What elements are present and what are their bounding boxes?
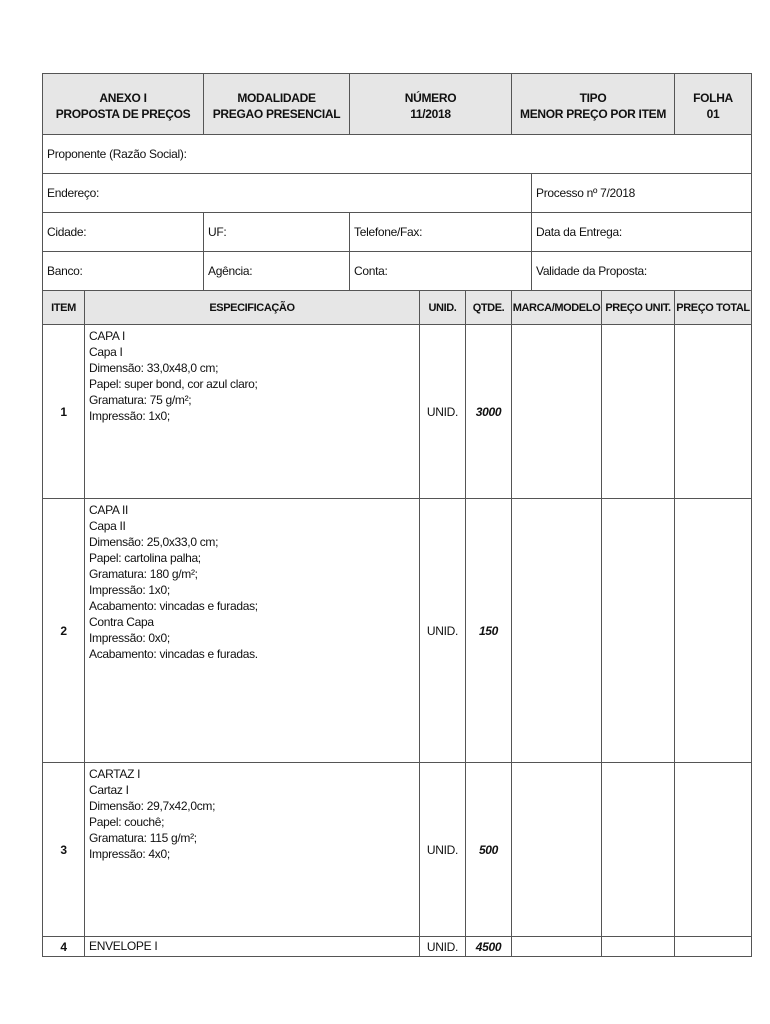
item-preco-unit-cell[interactable] xyxy=(602,499,675,763)
table-row xyxy=(43,937,752,957)
col-preco-total: PREÇO TOTAL xyxy=(675,291,752,325)
endereco-row xyxy=(43,174,752,213)
proposal-table xyxy=(42,73,752,957)
col-marca-modelo: MARCA/MODELO xyxy=(512,291,602,325)
item-number: 3 xyxy=(43,763,85,937)
spec-line: Capa I xyxy=(89,345,123,359)
spec-line: CARTAZ I xyxy=(89,767,141,781)
spec-line: Impressão: 4x0; xyxy=(89,847,170,861)
spec-line: ENVELOPE I xyxy=(89,939,158,953)
col-preco-unit: PREÇO UNIT. xyxy=(602,291,675,325)
spec-line: Gramatura: 115 g/m²; xyxy=(89,831,197,845)
data-entrega-field[interactable]: Data da Entrega: xyxy=(532,213,752,252)
item-quantity: 4500 xyxy=(466,937,512,957)
banco-field[interactable]: Banco: xyxy=(43,252,204,291)
spec-line: Papel: super bond, cor azul claro; xyxy=(89,377,258,391)
spec-line: Acabamento: vincadas e furadas; xyxy=(89,599,258,613)
spec-line: Contra Capa xyxy=(89,615,154,629)
item-specification xyxy=(85,937,420,957)
item-marca-modelo-cell[interactable] xyxy=(512,325,602,499)
spec-line: Impressão: 1x0; xyxy=(89,409,170,423)
header-anexo-cell xyxy=(43,74,204,135)
endereco-field[interactable]: Endereço: xyxy=(43,174,532,213)
column-header-row xyxy=(43,291,752,325)
proposta-label: PROPOSTA DE PREÇOS xyxy=(55,106,191,121)
item-number: 4 xyxy=(43,937,85,957)
cidade-row xyxy=(43,213,752,252)
table-row xyxy=(43,763,752,937)
item-preco-total-cell[interactable] xyxy=(675,937,752,957)
item-preco-total-cell[interactable] xyxy=(675,763,752,937)
col-qtde: QTDE. xyxy=(466,291,512,325)
spec-line: Papel: couchê; xyxy=(89,815,165,829)
item-specification xyxy=(85,763,420,937)
item-marca-modelo-cell[interactable] xyxy=(512,937,602,957)
col-especificacao: ESPECIFICAÇÃO xyxy=(85,291,420,325)
table-row xyxy=(43,499,752,763)
spec-line: Capa II xyxy=(89,519,126,533)
item-marca-modelo-cell[interactable] xyxy=(512,763,602,937)
item-preco-unit-cell[interactable] xyxy=(602,937,675,957)
header-tipo-cell xyxy=(512,74,675,135)
numero-label: NÚMERO xyxy=(404,90,457,105)
proponente-field[interactable]: Proponente (Razão Social): xyxy=(43,135,752,174)
spec-line: Gramatura: 75 g/m²; xyxy=(89,393,192,407)
item-specification xyxy=(85,325,420,499)
item-marca-modelo-cell[interactable] xyxy=(512,499,602,763)
processo-field: Processo nº 7/2018 xyxy=(532,174,752,213)
col-unid: UNID. xyxy=(420,291,466,325)
uf-field[interactable]: UF: xyxy=(204,213,350,252)
item-number: 1 xyxy=(43,325,85,499)
spec-line: Papel: cartolina palha; xyxy=(89,551,201,565)
item-preco-total-cell[interactable] xyxy=(675,499,752,763)
anexo-label: ANEXO I xyxy=(99,90,147,105)
header-modalidade-cell xyxy=(204,74,350,135)
validade-field[interactable]: Validade da Proposta: xyxy=(532,252,752,291)
item-unit: UNID. xyxy=(420,499,466,763)
tipo-value: MENOR PREÇO POR ITEM xyxy=(520,106,667,121)
spec-line: Acabamento: vincadas e furadas. xyxy=(89,647,258,661)
header-row xyxy=(43,74,752,135)
conta-field[interactable]: Conta: xyxy=(350,252,532,291)
item-number: 2 xyxy=(43,499,85,763)
header-folha-cell xyxy=(675,74,752,135)
folha-label: FOLHA xyxy=(693,90,733,105)
tipo-label: TIPO xyxy=(579,90,607,105)
item-preco-unit-cell[interactable] xyxy=(602,325,675,499)
modalidade-value: PREGAO PRESENCIAL xyxy=(212,106,341,121)
proponente-row xyxy=(43,135,752,174)
item-preco-total-cell[interactable] xyxy=(675,325,752,499)
item-quantity: 150 xyxy=(466,499,512,763)
item-unit: UNID. xyxy=(420,325,466,499)
item-unit: UNID. xyxy=(420,937,466,957)
item-quantity: 500 xyxy=(466,763,512,937)
cidade-field[interactable]: Cidade: xyxy=(43,213,204,252)
spec-line: Dimensão: 29,7x42,0cm; xyxy=(89,799,216,813)
spec-line: Gramatura: 180 g/m²; xyxy=(89,567,198,581)
item-specification xyxy=(85,499,420,763)
item-unit: UNID. xyxy=(420,763,466,937)
numero-value: 11/2018 xyxy=(410,106,451,121)
folha-value: 01 xyxy=(706,106,720,121)
banco-row xyxy=(43,252,752,291)
spec-line: Impressão: 1x0; xyxy=(89,583,170,597)
spec-line: Cartaz I xyxy=(89,783,129,797)
telefone-field[interactable]: Telefone/Fax: xyxy=(350,213,532,252)
spec-line: Dimensão: 33,0x48,0 cm; xyxy=(89,361,219,375)
spec-line: CAPA II xyxy=(89,503,129,517)
modalidade-label: MODALIDADE xyxy=(237,90,316,105)
col-item: ITEM xyxy=(43,291,85,325)
item-quantity: 3000 xyxy=(466,325,512,499)
proposal-form xyxy=(42,73,751,957)
spec-line: CAPA I xyxy=(89,329,125,343)
table-row xyxy=(43,325,752,499)
agencia-field[interactable]: Agência: xyxy=(204,252,350,291)
spec-line: Dimensão: 25,0x33,0 cm; xyxy=(89,535,219,549)
header-numero-cell xyxy=(350,74,512,135)
spec-line: Impressão: 0x0; xyxy=(89,631,170,645)
item-preco-unit-cell[interactable] xyxy=(602,763,675,937)
